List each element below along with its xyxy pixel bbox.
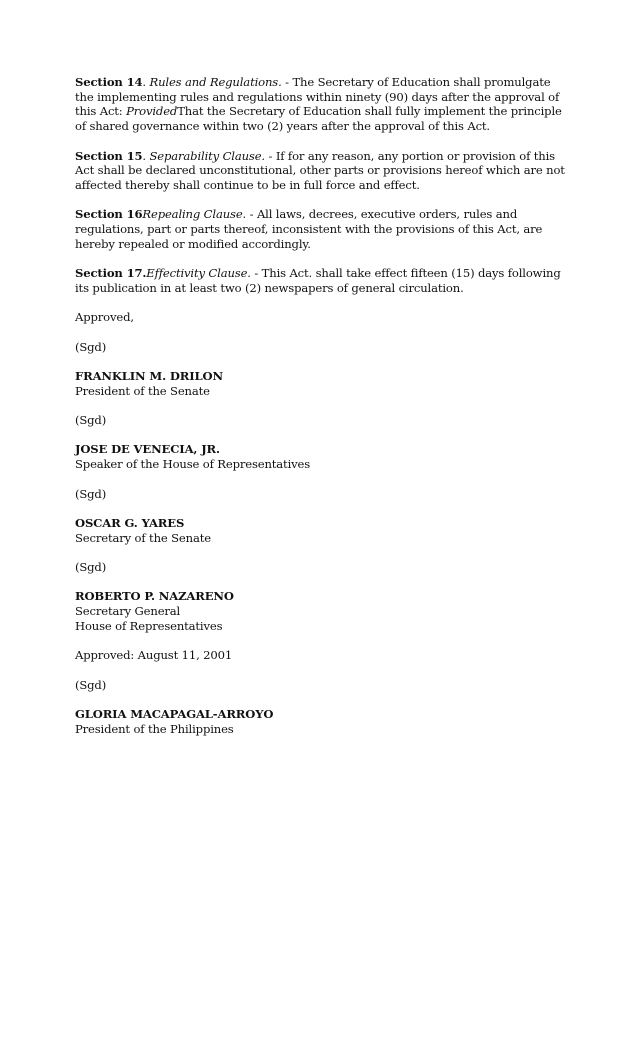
section-title: Repealing Clause.	[142, 207, 247, 222]
signature-mark: (Sgd)	[75, 560, 107, 575]
section-title: Effectivity Clause.	[146, 266, 251, 281]
signature-mark: (Sgd)	[75, 413, 107, 428]
section-16: Section 16Repealing Clause. - All laws, decrees, executive orders, rules and regulations, part or parts thereof, inconsistent with the provisions of this Act, are hereby repealed or modified accordingly.	[75, 207, 543, 251]
signatory-block	[75, 589, 565, 633]
signatory-block	[75, 369, 565, 398]
section-number: Section 17.	[75, 266, 147, 281]
section-number: Section 15	[75, 148, 143, 163]
signatory-title: Speaker of the House of Representatives	[75, 457, 311, 472]
signatory-title: Secretary General	[75, 604, 181, 619]
signature-mark: (Sgd)	[75, 339, 107, 354]
signatory-block	[75, 442, 565, 471]
president-block	[75, 707, 565, 736]
signatory-title: President of the Senate	[75, 383, 210, 398]
signatory-block	[75, 516, 565, 545]
signatory-name: FRANKLIN M. DRILON	[75, 368, 223, 383]
section-text: This Act. shall take effect fifteen (15) days following its publication in at least two (2) newspapers of general circulation.	[75, 266, 561, 295]
signatory-title-line2: House of Representatives	[75, 618, 223, 633]
approval-date: Approved: August 11, 2001	[75, 648, 233, 663]
signatory-title: Secretary of the Senate	[75, 530, 211, 545]
signatory-name: GLORIA MACAPAGAL-ARROYO	[75, 707, 274, 721]
section-14: Section 14. Rules and Regulations. - The Secretary of Education shall promulgate the implementing rules and regulations within ninety (90) days after the approval of this Act: ProvidedThat the Secretary of Education shall fully implement the principle of shared governance within two (2) years after the approval of this Act.	[75, 75, 562, 134]
section-text: The Secretary of Education shall promulgate the implementing rules and regulations within ninety (90) days after the approval of this Act:	[75, 75, 560, 119]
section-text: All laws, decrees, executive orders, rules and regulations, part or parts thereof, inconsistent with the provisions of this Act, are hereby repealed or modified accordingly.	[75, 207, 543, 251]
proviso-word: Provided	[126, 104, 178, 119]
section-text-continued: That the Secretary of Education shall fully implement the principle of shared governance within two (2) years after the approval of this Act.	[75, 104, 562, 134]
section-number: Section 14	[75, 75, 143, 89]
section-title: Separability Clause.	[149, 148, 265, 163]
section-17: Section 17.Effectivity Clause. - This Act. shall take effect fifteen (15) days following its publication in at least two (2) newspapers of general circulation.	[75, 266, 561, 295]
signatory-name: ROBERTO P. NAZARENO	[75, 589, 234, 604]
signature-mark: (Sgd)	[75, 677, 107, 692]
section-text: If for any reason, any portion or provision of this Act shall be declared unconstitutional, other parts or provisions hereof which are not affected thereby shall continue to be in full force and effect.	[75, 148, 565, 192]
signatory-name: JOSE DE VENECIA, JR.	[75, 442, 220, 457]
approved-label: Approved,	[75, 310, 134, 325]
signatory-name: OSCAR G. YARES	[75, 515, 185, 530]
section-title: Rules and Regulations.	[149, 75, 282, 89]
signatory-title: President of the Philippines	[75, 721, 234, 736]
section-number: Section 16	[75, 207, 143, 222]
document-page	[75, 75, 565, 751]
section-15: Section 15. Separability Clause. - If for any reason, any portion or provision of this Act shall be declared unconstitutional, other parts or provisions hereof which are not affected thereby shall continue to be in full force and effect.	[75, 148, 565, 192]
signature-mark: (Sgd)	[75, 486, 107, 501]
